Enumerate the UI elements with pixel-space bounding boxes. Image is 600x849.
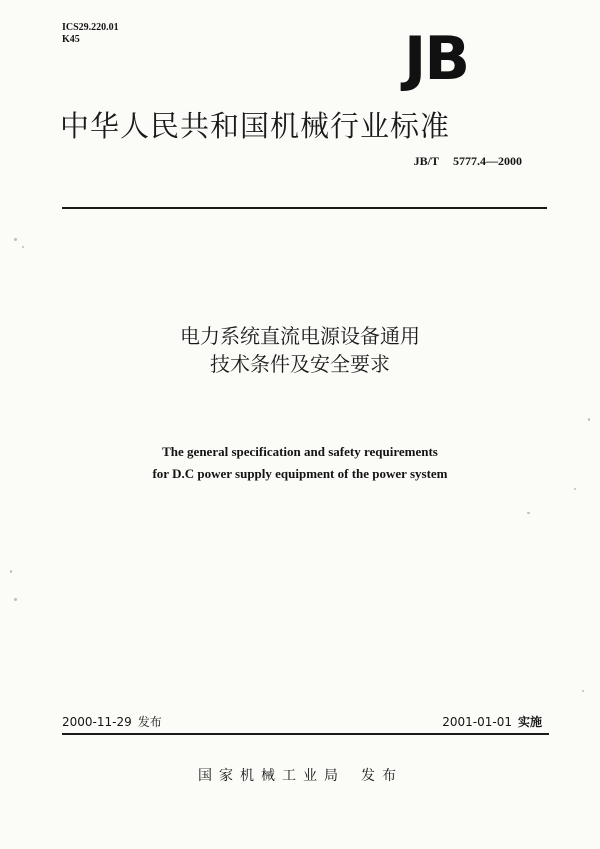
issue-date: 2000-11-29 bbox=[62, 715, 132, 729]
scan-speck bbox=[588, 418, 590, 421]
classification-codes bbox=[62, 22, 119, 46]
scan-speck bbox=[574, 488, 576, 490]
bottom-divider bbox=[62, 733, 549, 735]
implement-label: 实施 bbox=[517, 715, 542, 729]
implement-date-block bbox=[442, 713, 542, 730]
ics-code: ICS29.220.01 bbox=[62, 22, 119, 33]
chinese-title-line-2: 技术条件及安全要求 bbox=[210, 352, 390, 376]
chinese-title-line-1: 电力系统直流电源设备通用 bbox=[180, 324, 420, 348]
top-divider bbox=[62, 207, 547, 209]
scan-speck bbox=[527, 512, 530, 514]
standard-number-prefix: JB/T bbox=[413, 154, 439, 168]
standard-number bbox=[414, 154, 522, 169]
publish-label: 发布 bbox=[361, 768, 403, 784]
publisher-name: 国家机械工业局 bbox=[198, 768, 345, 784]
scan-speck bbox=[582, 690, 584, 692]
english-title bbox=[0, 441, 600, 485]
ccs-code: K45 bbox=[62, 34, 80, 45]
chinese-title bbox=[0, 322, 600, 378]
jb-logo: JB bbox=[404, 24, 469, 94]
scan-speck bbox=[14, 238, 17, 241]
standard-number-value: 5777.4—2000 bbox=[453, 154, 522, 168]
english-title-line-1: The general specification and safety requirements bbox=[162, 444, 438, 459]
standard-category-title: 中华人民共和国机械行业标准 bbox=[60, 109, 451, 143]
scan-speck bbox=[14, 598, 17, 601]
english-title-line-2: for D.C power supply equipment of the power system bbox=[152, 466, 448, 481]
scan-speck bbox=[22, 246, 24, 248]
implement-date: 2001-01-01 bbox=[442, 715, 512, 729]
scan-speck bbox=[10, 570, 12, 573]
issue-label: 发布 bbox=[137, 715, 162, 729]
publisher-line bbox=[198, 765, 403, 785]
issue-date-block bbox=[62, 713, 162, 730]
